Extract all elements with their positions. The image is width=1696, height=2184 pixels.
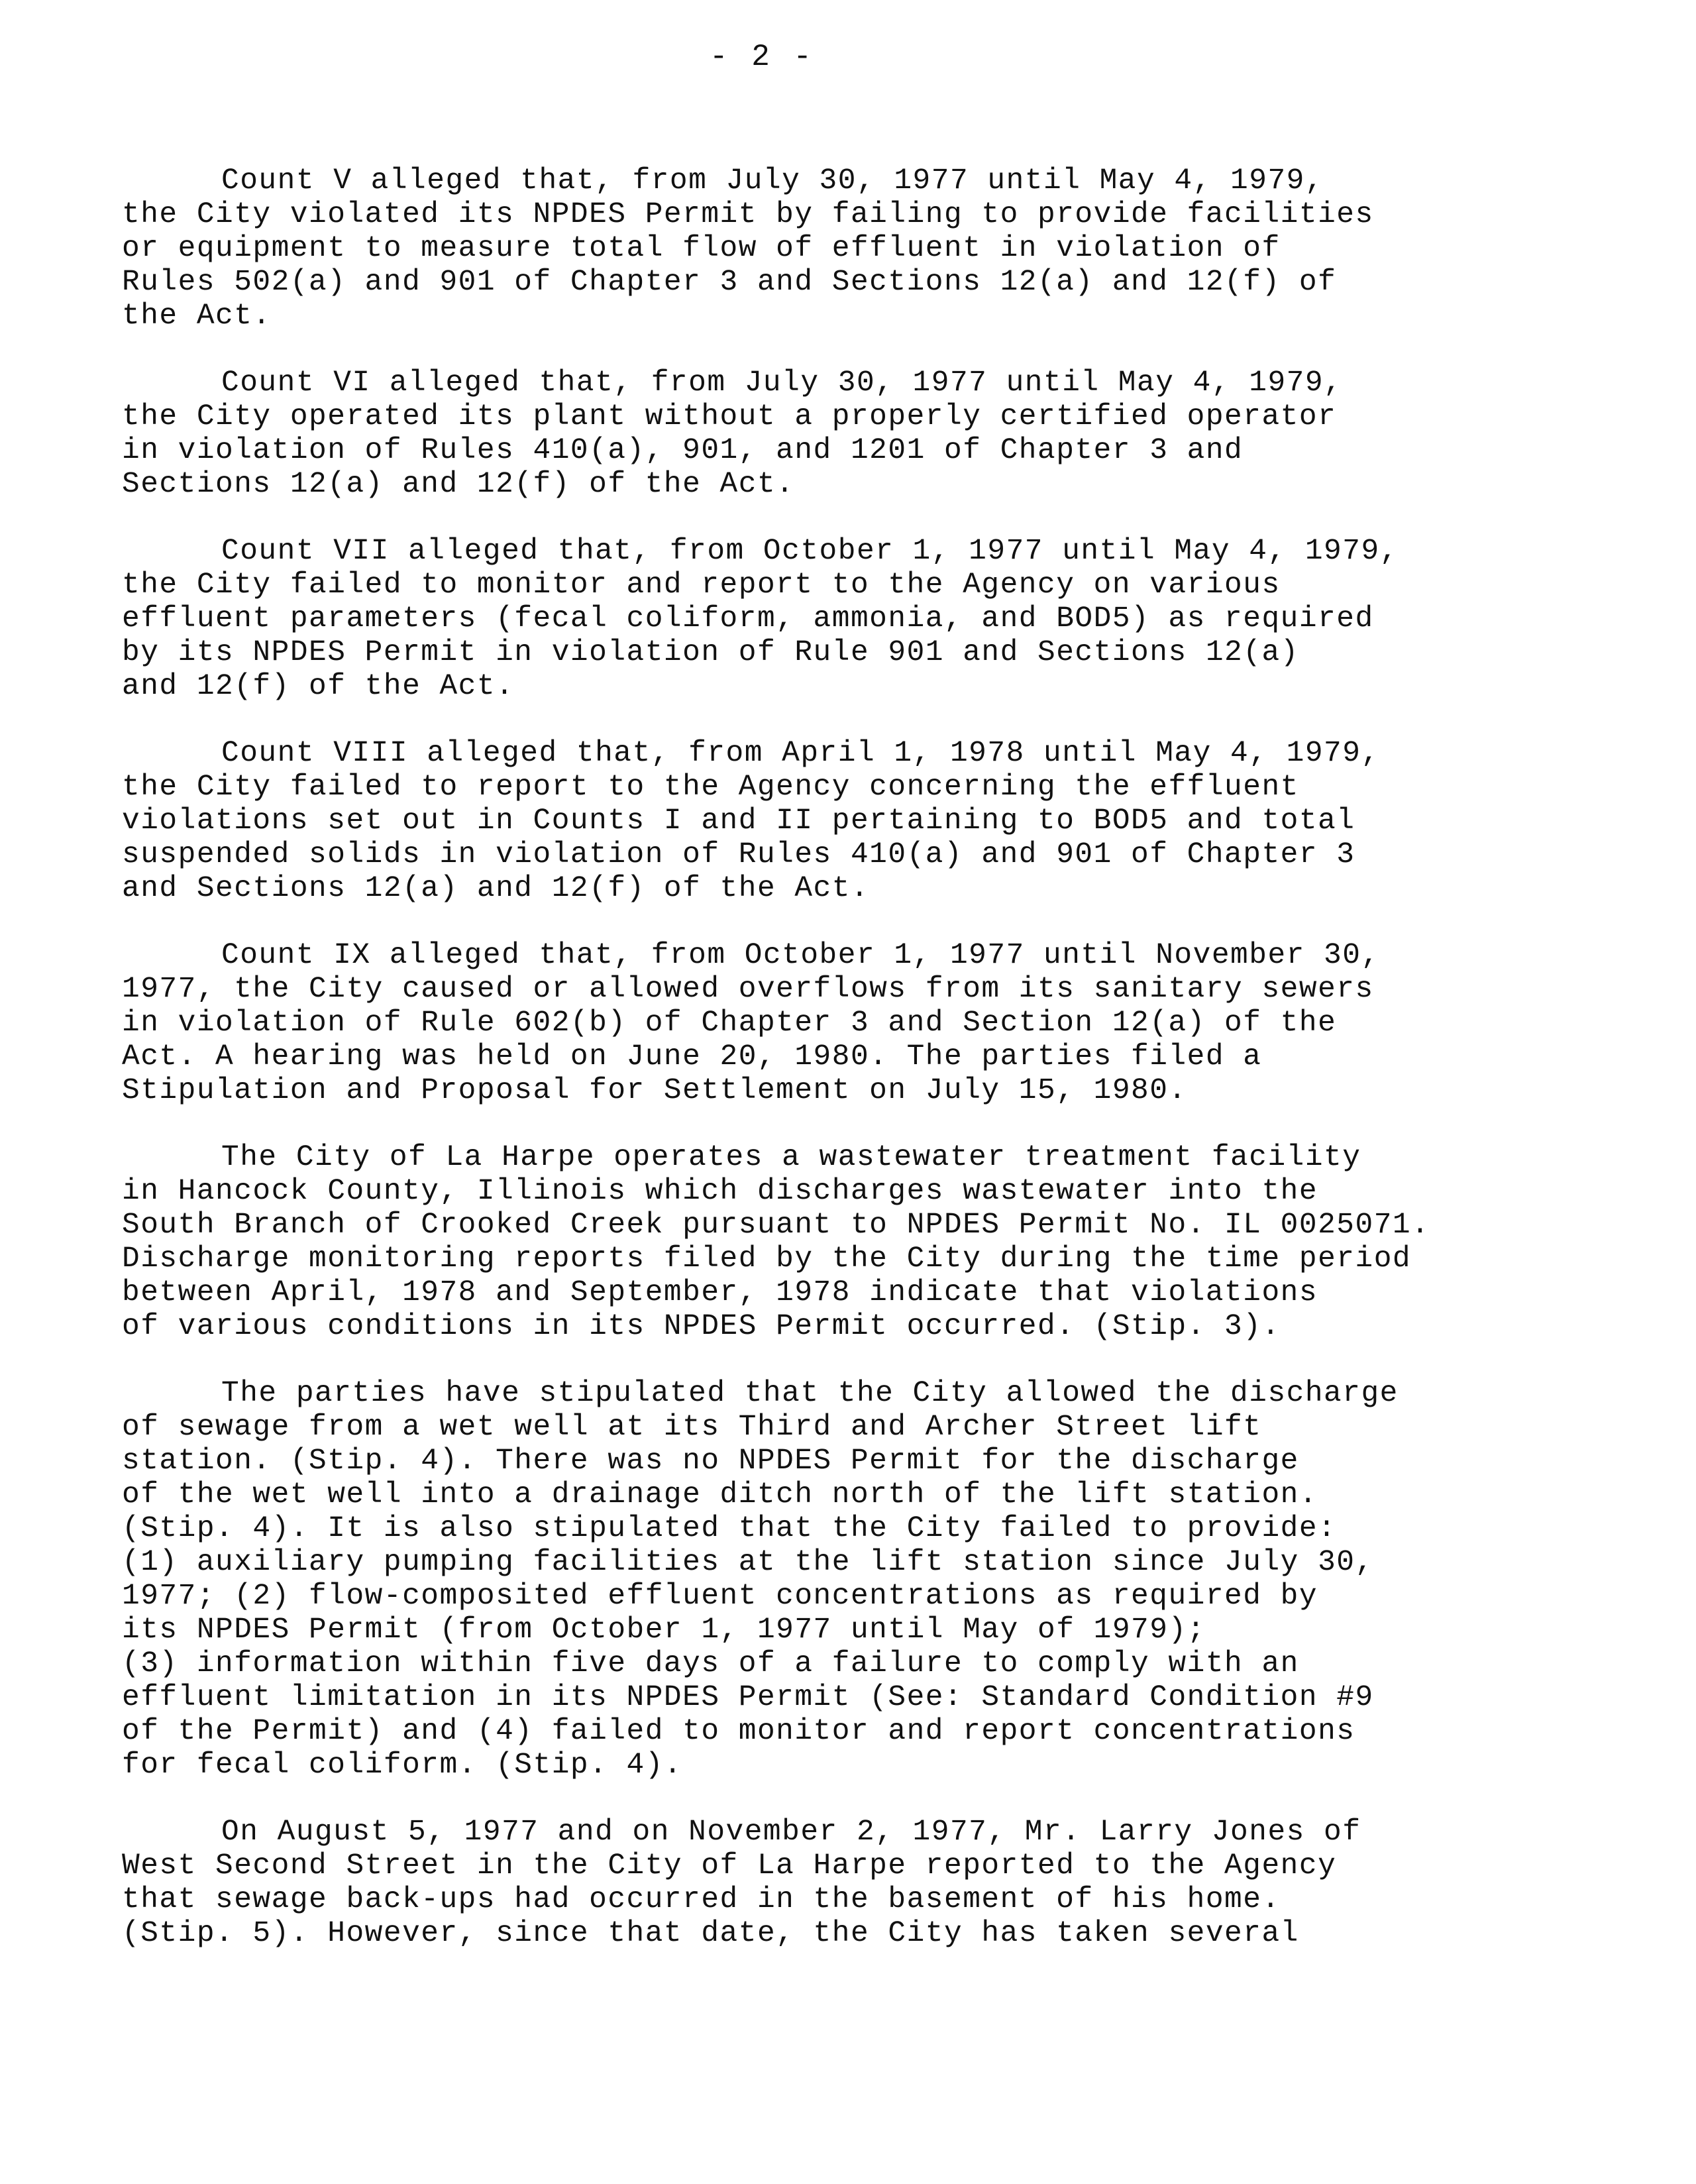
text-line: 1977; (2) flow-composited effluent concentrations as required by xyxy=(122,1580,1318,1613)
text-line: the City failed to monitor and report to the Agency on various xyxy=(122,569,1281,602)
text-line: (1) auxiliary pumping facilities at the lift station since July 30, xyxy=(122,1546,1374,1579)
text-line: Stipulation and Proposal for Settlement on July 15, 1980. xyxy=(122,1074,1187,1107)
text-line: and 12(f) of the Act. xyxy=(122,670,515,703)
text-line: Sections 12(a) and 12(f) of the Act. xyxy=(122,468,795,501)
text-line: (Stip. 5). However, since that date, the City has taken several xyxy=(122,1917,1299,1950)
text-line: the City violated its NPDES Permit by failing to provide facilities xyxy=(122,198,1374,231)
text-line: The parties have stipulated that the City allowed the discharge xyxy=(221,1377,1399,1410)
text-line: the City operated its plant without a properly certified operator xyxy=(122,400,1337,433)
text-line: in violation of Rules 410(a), 901, and 1201 of Chapter 3 and xyxy=(122,434,1244,467)
text-line: suspended solids in violation of Rules 410(a) and 901 of Chapter 3 xyxy=(122,838,1355,871)
text-line: in violation of Rule 602(b) of Chapter 3 and Section 12(a) of the xyxy=(122,1007,1337,1040)
paragraph-count-vii xyxy=(122,535,1579,704)
text-line: effluent parameters (fecal coliform, ammonia, and BOD5) as required xyxy=(122,602,1374,635)
document-body xyxy=(122,164,1579,1951)
text-line: and Sections 12(a) and 12(f) of the Act. xyxy=(122,872,870,905)
text-line: (Stip. 4). It is also stipulated that the City failed to provide: xyxy=(122,1512,1337,1545)
paragraph-count-viii xyxy=(122,737,1579,906)
text-line: of the Permit) and (4) failed to monitor and report concentrations xyxy=(122,1715,1355,1748)
text-line: Discharge monitoring reports filed by the City during the time period xyxy=(122,1242,1412,1276)
text-line: effluent limitation in its NPDES Permit (See: Standard Condition #9 xyxy=(122,1681,1374,1714)
paragraph-stipulation xyxy=(122,1377,1579,1782)
text-line: Count V alleged that, from July 30, 1977 until May 4, 1979, xyxy=(221,164,1324,197)
text-line: South Branch of Crooked Creek pursuant to NPDES Permit No. IL 0025071. xyxy=(122,1209,1430,1242)
text-line: the City failed to report to the Agency concerning the effluent xyxy=(122,771,1299,804)
text-line: its NPDES Permit (from October 1, 1977 until May of 1979); xyxy=(122,1613,1206,1647)
text-line: of sewage from a wet well at its Third and Archer Street lift xyxy=(122,1411,1262,1444)
paragraph-count-v xyxy=(122,164,1579,333)
text-line: between April, 1978 and September, 1978 indicate that violations xyxy=(122,1276,1318,1309)
text-line: by its NPDES Permit in violation of Rule 901 and Sections 12(a) xyxy=(122,636,1299,669)
paragraph-count-vi xyxy=(122,366,1579,502)
text-line: in Hancock County, Illinois which discharges wastewater into the xyxy=(122,1175,1318,1208)
text-line: On August 5, 1977 and on November 2, 1977, Mr. Larry Jones of xyxy=(221,1816,1361,1849)
paragraph-backups xyxy=(122,1816,1579,1951)
text-line: of various conditions in its NPDES Permit occurred. (Stip. 3). xyxy=(122,1310,1281,1343)
text-line: that sewage back-ups had occurred in the basement of his home. xyxy=(122,1883,1281,1916)
text-line: or equipment to measure total flow of effluent in violation of xyxy=(122,232,1281,265)
text-line: 1977, the City caused or allowed overflows from its sanitary sewers xyxy=(122,973,1374,1006)
text-line: The City of La Harpe operates a wastewater treatment facility xyxy=(221,1141,1361,1174)
text-line: Count VI alleged that, from July 30, 1977 until May 4, 1979, xyxy=(221,366,1343,400)
text-line: station. (Stip. 4). There was no NPDES Permit for the discharge xyxy=(122,1445,1299,1478)
text-line: for fecal coliform. (Stip. 4). xyxy=(122,1749,683,1782)
text-line: Count VIII alleged that, from April 1, 1978 until May 4, 1979, xyxy=(221,737,1380,770)
text-line: Count VII alleged that, from October 1, 1977 until May 4, 1979, xyxy=(221,535,1399,568)
paragraph-count-ix xyxy=(122,939,1579,1108)
text-line: Act. A hearing was held on June 20, 1980. The parties filed a xyxy=(122,1040,1262,1073)
text-line: the Act. xyxy=(122,300,272,333)
text-line: Rules 502(a) and 901 of Chapter 3 and Sections 12(a) and 12(f) of xyxy=(122,266,1337,299)
text-line: violations set out in Counts I and II pertaining to BOD5 and total xyxy=(122,804,1355,838)
page-number: - 2 - xyxy=(709,40,815,74)
text-line: of the wet well into a drainage ditch north of the lift station. xyxy=(122,1478,1318,1511)
paragraph-facility xyxy=(122,1141,1579,1344)
text-line: Count IX alleged that, from October 1, 1977 until November 30, xyxy=(221,939,1380,972)
text-line: West Second Street in the City of La Harpe reported to the Agency xyxy=(122,1849,1337,1883)
text-line: (3) information within five days of a failure to comply with an xyxy=(122,1647,1299,1680)
